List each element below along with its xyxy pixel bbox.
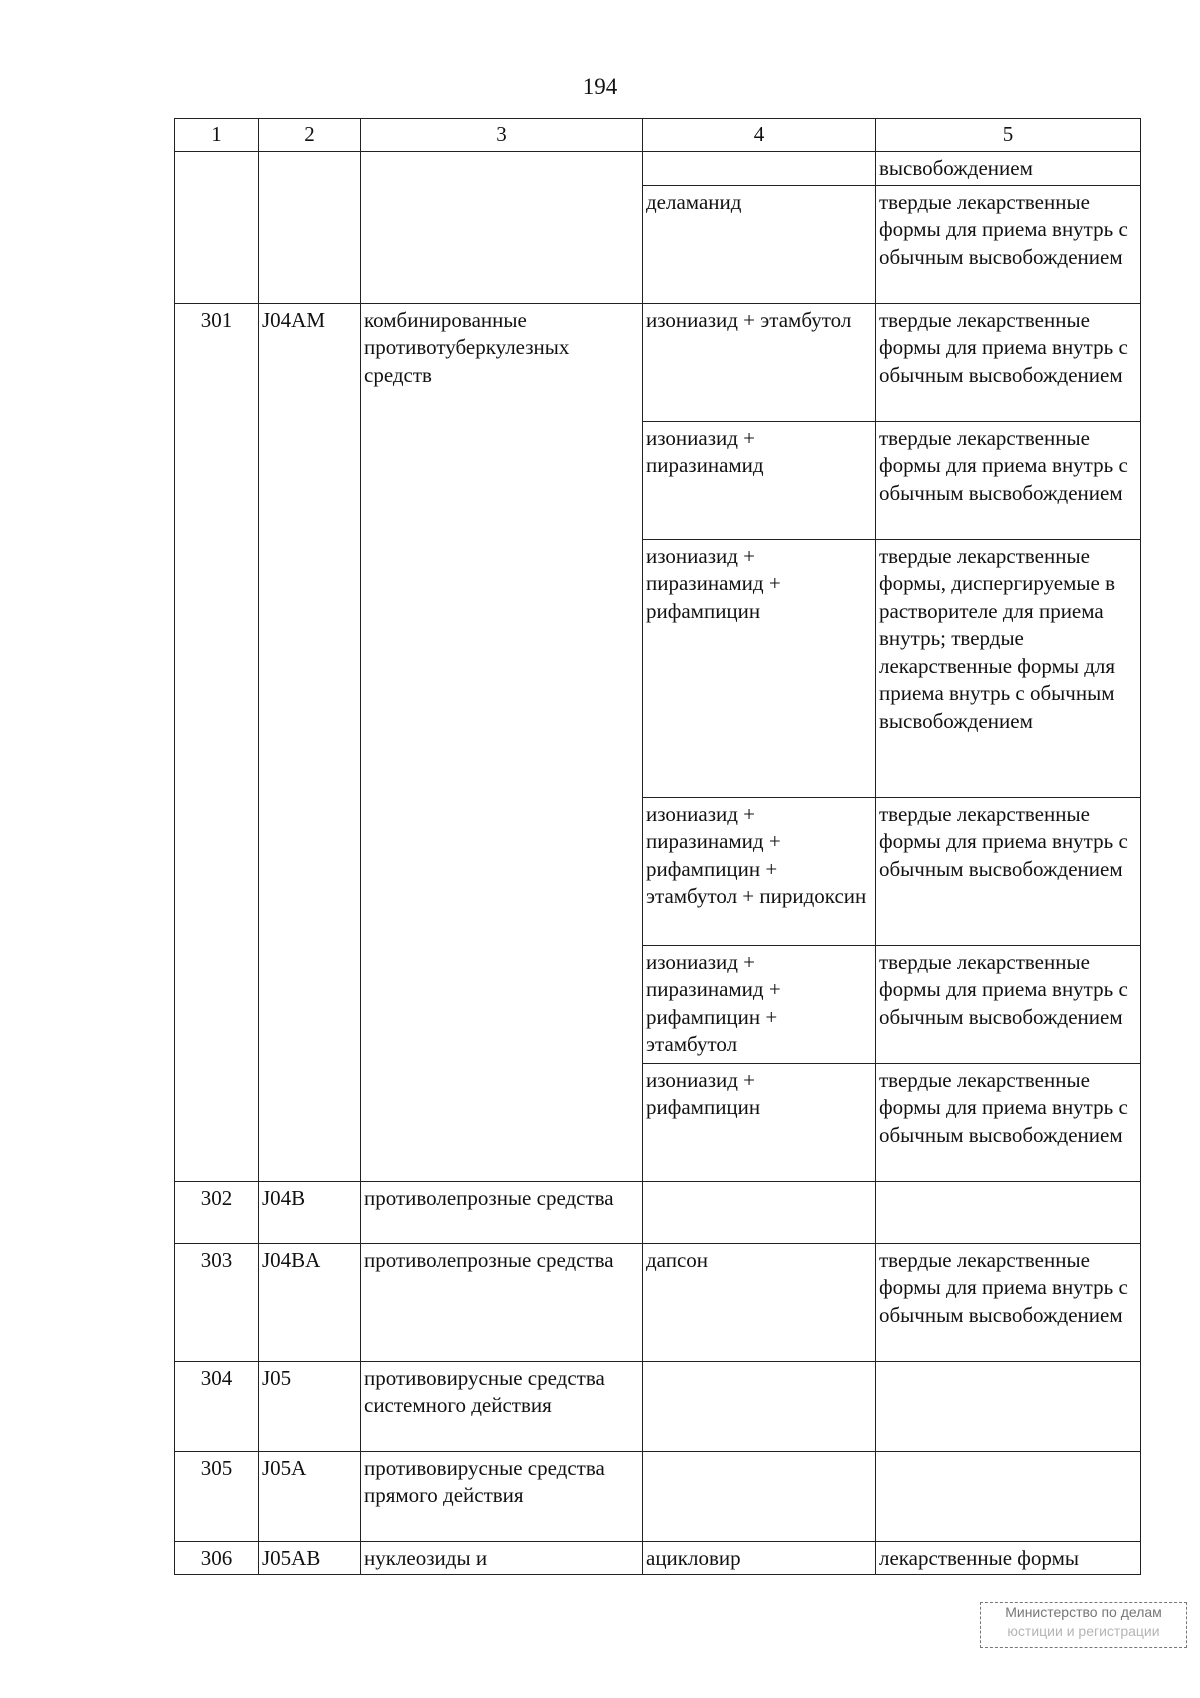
cell-substance	[643, 1451, 876, 1541]
header-col-2: 2	[259, 119, 361, 152]
cell-form	[876, 1451, 1141, 1541]
stamp-line-2: юстиции и регистрации	[1007, 1623, 1160, 1639]
cell-group	[361, 151, 643, 303]
cell-group: нуклеозиды и	[361, 1541, 643, 1574]
header-col-5: 5	[876, 119, 1141, 152]
header-col-1: 1	[175, 119, 259, 152]
cell-substance	[643, 1361, 876, 1451]
cell-form: твердые лекарственные формы для приема внутрь с обычным высвобождением	[876, 1063, 1141, 1181]
cell-number: 305	[175, 1451, 259, 1541]
cell-substance	[643, 1181, 876, 1243]
page-number: 194	[582, 74, 618, 99]
cell-form: твердые лекарственные формы для приема внутрь с обычным высвобождением	[876, 945, 1141, 1063]
cell-substance: ацикловир	[643, 1541, 876, 1574]
cell-code: J04AM	[259, 303, 361, 1181]
cell-substance: изониазид + пиразинамид + рифампицин + этамбутол	[643, 945, 876, 1063]
cell-form	[876, 1181, 1141, 1243]
header-col-3: 3	[361, 119, 643, 152]
cell-form: твердые лекарственные формы, диспергируемые в растворителе для приема внутрь; твердые лекарственные формы для приема внутрь с обычным высвобождением	[876, 539, 1141, 797]
cell-group: противовирусные средства системного действия	[361, 1361, 643, 1451]
cell-code: J05	[259, 1361, 361, 1451]
cell-code: J04B	[259, 1181, 361, 1243]
cell-substance	[643, 151, 876, 185]
cell-substance: изониазид + рифампицин	[643, 1063, 876, 1181]
cell-group: комбинированные противотуберкулезных средств	[361, 303, 643, 1181]
table-row	[175, 1541, 1141, 1574]
cell-form: твердые лекарственные формы для приема внутрь с обычным высвобождением	[876, 303, 1141, 421]
cell-form: лекарственные формы	[876, 1541, 1141, 1574]
cell-substance: дапсон	[643, 1243, 876, 1361]
cell-code	[259, 151, 361, 303]
cell-form: твердые лекарственные формы для приема внутрь с обычным высвобождением	[876, 185, 1141, 303]
table-row	[175, 303, 1141, 421]
cell-number: 301	[175, 303, 259, 1181]
table-row	[175, 1181, 1141, 1243]
table-row	[175, 151, 1141, 185]
cell-number: 302	[175, 1181, 259, 1243]
cell-code: J05A	[259, 1451, 361, 1541]
registration-stamp	[980, 1602, 1187, 1648]
cell-substance: изониазид + пиразинамид	[643, 421, 876, 539]
table-row	[175, 1243, 1141, 1361]
cell-substance: изониазид + пиразинамид + рифампицин + этамбутол + пиридоксин	[643, 797, 876, 945]
cell-number: 303	[175, 1243, 259, 1361]
table-row	[175, 1451, 1141, 1541]
cell-substance: деламанид	[643, 185, 876, 303]
table-row	[175, 1361, 1141, 1451]
cell-number: 304	[175, 1361, 259, 1451]
cell-number	[175, 151, 259, 303]
cell-form	[876, 1361, 1141, 1451]
cell-form: твердые лекарственные формы для приема внутрь с обычным высвобождением	[876, 797, 1141, 945]
stamp-line-1: Министерство по делам	[1005, 1604, 1162, 1620]
cell-form: твердые лекарственные формы для приема внутрь с обычным высвобождением	[876, 421, 1141, 539]
cell-substance: изониазид + этамбутол	[643, 303, 876, 421]
cell-form: высвобождением	[876, 151, 1141, 185]
cell-form: твердые лекарственные формы для приема внутрь с обычным высвобождением	[876, 1243, 1141, 1361]
cell-group: противовирусные средства прямого действия	[361, 1451, 643, 1541]
cell-group: противолепрозные средства	[361, 1181, 643, 1243]
cell-substance: изониазид + пиразинамид + рифампицин	[643, 539, 876, 797]
drug-table	[174, 118, 1141, 1575]
cell-code: J05AB	[259, 1541, 361, 1574]
cell-code: J04BA	[259, 1243, 361, 1361]
header-row	[175, 119, 1141, 152]
header-col-4: 4	[643, 119, 876, 152]
cell-number: 306	[175, 1541, 259, 1574]
cell-group: противолепрозные средства	[361, 1243, 643, 1361]
